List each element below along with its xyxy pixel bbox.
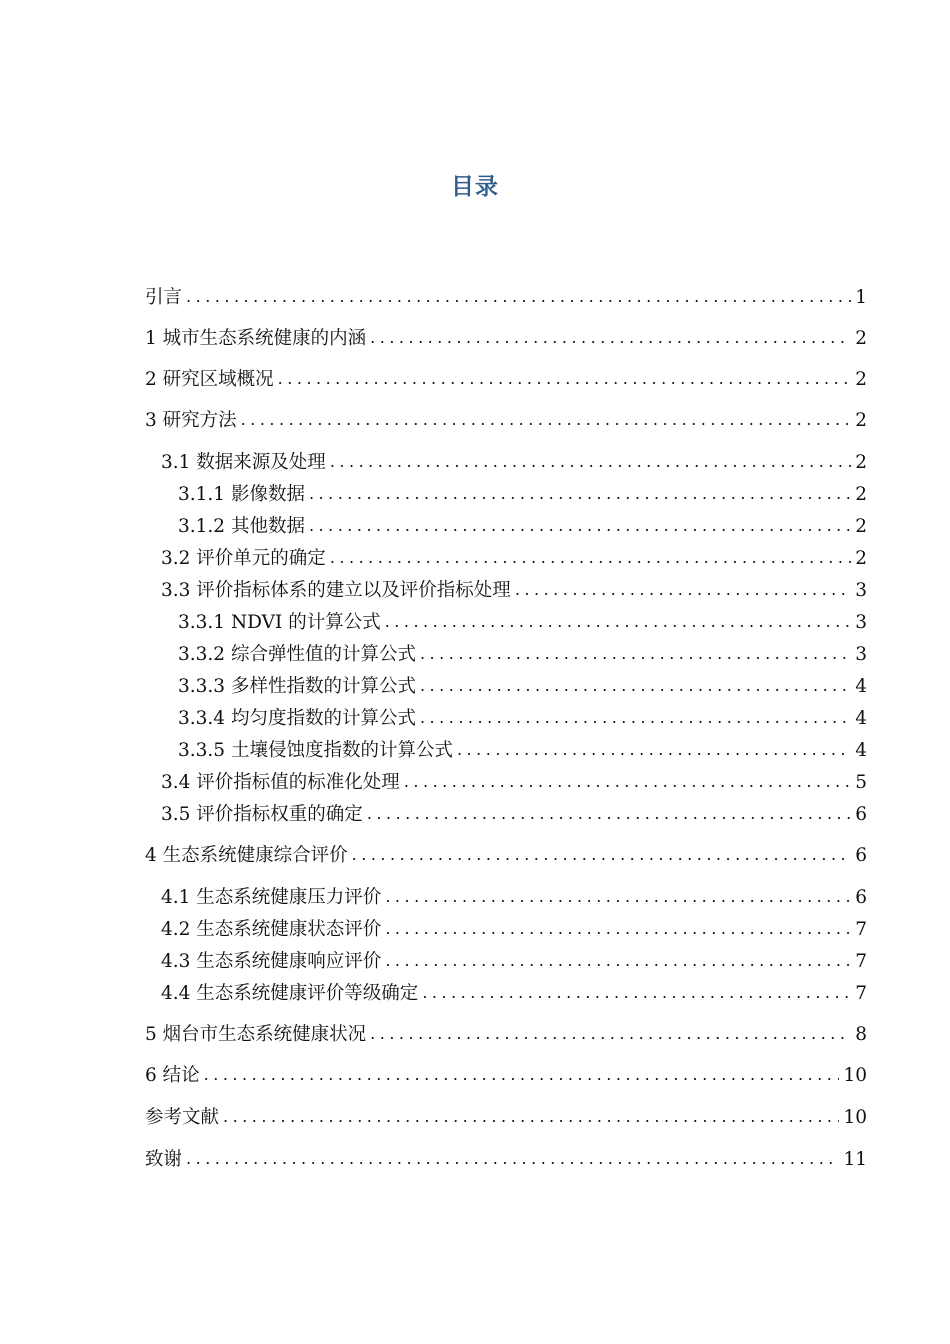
toc-page-number: 4 <box>855 740 867 761</box>
toc-dot-leader <box>457 736 851 764</box>
toc-page-number: 2 <box>855 516 867 537</box>
toc-page-number: 1 <box>855 287 867 308</box>
toc-page-number: 2 <box>855 369 867 390</box>
toc-dot-leader <box>309 480 851 508</box>
toc-dot-leader <box>422 979 851 1007</box>
toc-entry-label: 3.4 评价指标值的标准化处理 <box>161 772 400 793</box>
toc-dot-leader <box>385 915 851 943</box>
toc-dot-leader <box>420 704 851 732</box>
toc-entry-label: 参考文献 <box>145 1107 220 1128</box>
toc-dot-leader <box>515 576 851 604</box>
toc-entry-label: 4.1 生态系统健康压力评价 <box>161 887 382 908</box>
toc-entry-3-3[interactable] <box>161 577 867 605</box>
toc-entry-3-3-5[interactable] <box>178 737 867 765</box>
toc-dot-leader <box>241 406 852 434</box>
toc-entry-label: 1 城市生态系统健康的内涵 <box>145 328 367 349</box>
toc-entry-3[interactable] <box>145 407 867 435</box>
toc-entry-label: 3.3.4 均匀度指数的计算公式 <box>178 708 416 729</box>
toc-page-number: 4 <box>855 676 867 697</box>
toc-entry-2[interactable] <box>145 366 867 394</box>
toc-dot-leader <box>420 672 851 700</box>
toc-entry-label: 引言 <box>145 287 183 308</box>
toc-entry-3-3-4[interactable] <box>178 705 867 733</box>
toc-entry-4-4[interactable] <box>161 980 867 1008</box>
toc-entry-label: 3.2 评价单元的确定 <box>161 548 326 569</box>
toc-entry-label: 致谢 <box>145 1149 183 1170</box>
toc-entry-3-4[interactable] <box>161 769 867 797</box>
toc-dot-leader <box>330 544 851 572</box>
toc-title: 目录 <box>451 174 499 200</box>
toc-page-number: 2 <box>855 548 867 569</box>
toc-entry-3-1-2[interactable] <box>178 513 867 541</box>
toc-page-number: 2 <box>855 410 867 431</box>
toc-page-number: 7 <box>855 983 867 1004</box>
toc-dot-leader <box>223 1103 839 1131</box>
toc-page-number: 6 <box>855 887 867 908</box>
toc-page-number: 11 <box>843 1149 867 1170</box>
toc-dot-leader <box>330 448 851 476</box>
toc-entry-label: 3.1.2 其他数据 <box>178 516 305 537</box>
toc-dot-leader <box>367 800 851 828</box>
toc-entry-6[interactable] <box>145 1062 867 1090</box>
toc-entry-label: 2 研究区域概况 <box>145 369 274 390</box>
toc-entry-label: 4.3 生态系统健康响应评价 <box>161 951 382 972</box>
toc-page-number: 10 <box>843 1065 867 1086</box>
toc-page-number: 7 <box>855 919 867 940</box>
toc-page-number: 2 <box>855 484 867 505</box>
toc-dot-leader <box>385 883 851 911</box>
toc-dot-leader <box>385 608 852 636</box>
toc-entry-label: 3.3.3 多样性指数的计算公式 <box>178 676 416 697</box>
toc-dot-leader <box>404 768 851 796</box>
toc-dot-leader <box>186 1145 839 1173</box>
toc-entry-label: 3.3.5 土壤侵蚀度指数的计算公式 <box>178 740 453 761</box>
toc-entry-label: 3.5 评价指标权重的确定 <box>161 804 363 825</box>
toc-entry-4-1[interactable] <box>161 884 867 912</box>
toc-dot-leader <box>204 1061 840 1089</box>
toc-dot-leader <box>309 512 851 540</box>
toc-entry-label: 6 结论 <box>145 1065 200 1086</box>
toc-dot-leader <box>420 640 851 668</box>
toc-page-number: 2 <box>855 328 867 349</box>
toc-dot-leader <box>352 841 852 869</box>
toc-page-number: 2 <box>855 452 867 473</box>
toc-entry-1[interactable] <box>145 325 867 353</box>
toc-dot-leader <box>370 1020 851 1048</box>
toc-entry-label: 3.1 数据来源及处理 <box>161 452 326 473</box>
toc-entry-label: 4.4 生态系统健康评价等级确定 <box>161 983 419 1004</box>
toc-page-number: 7 <box>855 951 867 972</box>
toc-page-number: 8 <box>855 1024 867 1045</box>
toc-dot-leader <box>186 283 851 311</box>
toc-entry-label: 3 研究方法 <box>145 410 237 431</box>
toc-entry-3-3-1[interactable] <box>178 609 867 637</box>
toc-page-number: 4 <box>855 708 867 729</box>
toc-page-number: 6 <box>855 804 867 825</box>
toc-dot-leader <box>370 324 851 352</box>
toc-page-number: 5 <box>855 772 867 793</box>
toc-entry-4[interactable] <box>145 842 867 870</box>
toc-entry-3-3-3[interactable] <box>178 673 867 701</box>
toc-page-number: 6 <box>855 845 867 866</box>
toc-entry-3-3-2[interactable] <box>178 641 867 669</box>
toc-dot-leader <box>278 365 852 393</box>
toc-entry-3-2[interactable] <box>161 545 867 573</box>
toc-page-number: 3 <box>855 644 867 665</box>
toc-entry-label: 3.3 评价指标体系的建立以及评价指标处理 <box>161 580 511 601</box>
toc-dot-leader <box>385 947 851 975</box>
toc-entry-label: 4.2 生态系统健康状态评价 <box>161 919 382 940</box>
toc-entry-3-1[interactable] <box>161 449 867 477</box>
toc-entry-5[interactable] <box>145 1021 867 1049</box>
toc-entry-3-5[interactable] <box>161 801 867 829</box>
toc-page-number: 3 <box>855 580 867 601</box>
toc-entry-4-2[interactable] <box>161 916 867 944</box>
toc-entry-acknowledgements[interactable] <box>145 1146 867 1174</box>
toc-entry-label: 3.1.1 影像数据 <box>178 484 305 505</box>
toc-entry-label: 3.3.1 NDVI 的计算公式 <box>178 612 381 633</box>
toc-page-number: 10 <box>843 1107 867 1128</box>
toc-entry-3-1-1[interactable] <box>178 481 867 509</box>
toc-entry-introduction[interactable] <box>145 284 867 312</box>
toc-entry-label: 3.3.2 综合弹性值的计算公式 <box>178 644 416 665</box>
toc-entry-label: 5 烟台市生态系统健康状况 <box>145 1024 367 1045</box>
toc-entry-references[interactable] <box>145 1104 867 1132</box>
toc-page-number: 3 <box>855 612 867 633</box>
toc-entry-label: 4 生态系统健康综合评价 <box>145 845 348 866</box>
toc-entry-4-3[interactable] <box>161 948 867 976</box>
